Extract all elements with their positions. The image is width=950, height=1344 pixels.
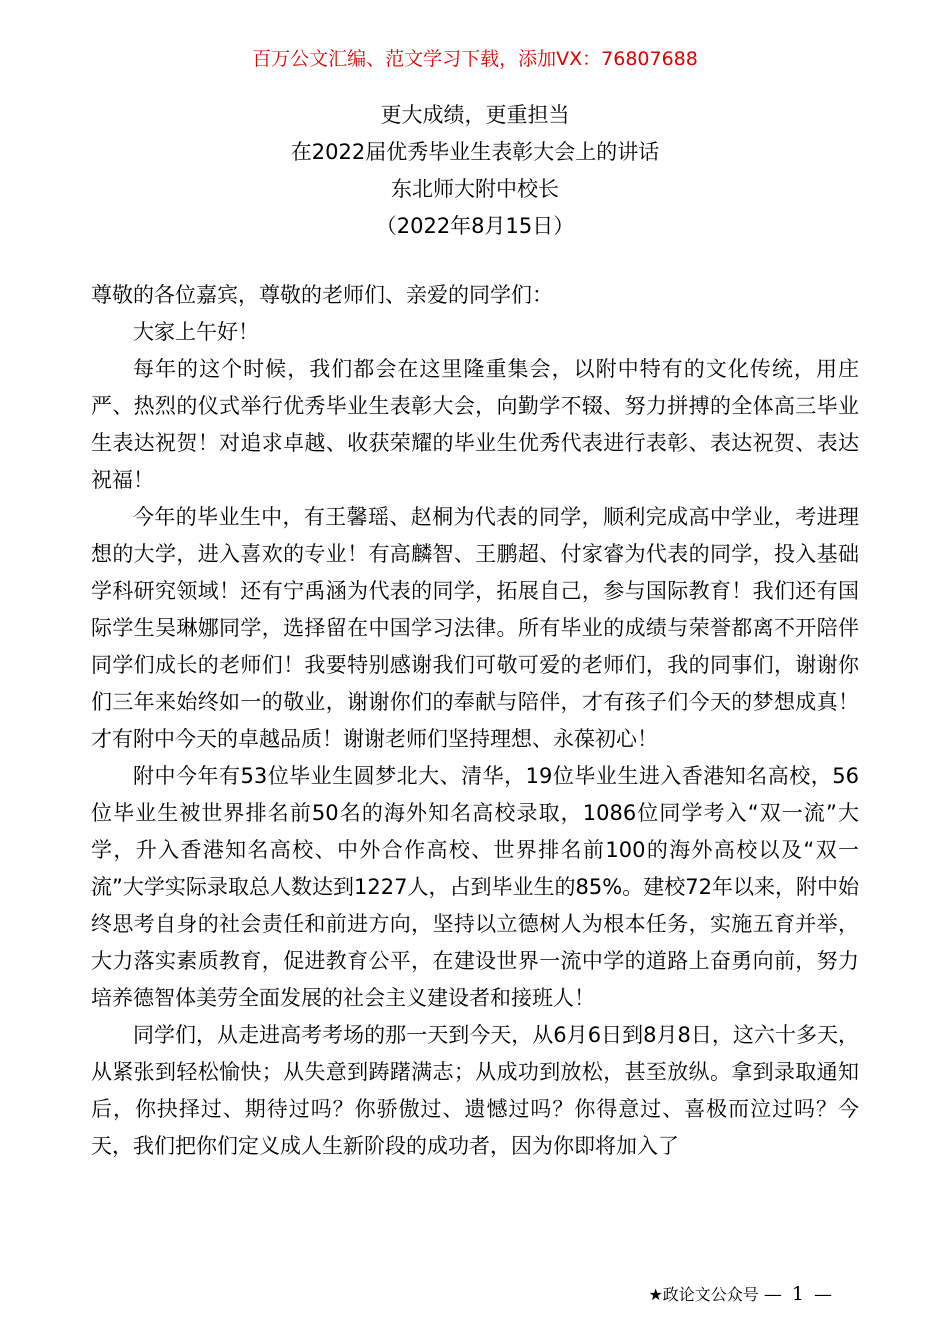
footer-dash-left: — <box>763 1284 782 1305</box>
speech-body <box>91 277 859 1165</box>
download-banner: 百万公文汇编、范文学习下载，添加VX：76807688 <box>252 48 698 70</box>
page-footer <box>648 1282 832 1307</box>
speaker-line: 东北师大附中校长 <box>391 177 559 201</box>
speech-date: （2022年8月15日） <box>375 214 575 238</box>
footer-source: ★政论文公众号 <box>648 1285 759 1304</box>
footer-dash-right: — <box>814 1284 832 1305</box>
body-paragraph: 附中今年有53位毕业生圆梦北大、清华，19位毕业生进入香港知名高校，56位毕业生被世界排名前50名的海外知名高校录取，1086位同学考入“双一流”大学，升入香港知名高校、中外合作高校、世界排名前100的海外高校以及“双一流”大学实际录取总人数达到1227人，占到毕业生的85%。建校72年以来，附中始终思考自身的社会责任和前进方向，坚持以立德树人为根本任务，实施五育并举，大力落实素质教育，促进教育公平，在建设世界一流中学的道路上奋勇向前，努力培养德智体美劳全面发展的社会主义建设者和接班人！ <box>91 764 859 1010</box>
body-paragraph: 每年的这个时候，我们都会在这里隆重集会，以附中特有的文化传统，用庄严、热烈的仪式举行优秀毕业生表彰大会，向勤学不辍、努力拼搏的全体高三毕业生表达祝贺！对追求卓越、收获荣耀的毕业生优秀代表进行表彰、表达祝贺、表达祝福！ <box>91 357 859 492</box>
body-paragraph: 同学们，从走进高考考场的那一天到今天，从6月6日到8月8日，这六十多天，从紧张到轻松愉快；从失意到踌躇满志；从成功到放松，甚至放纵。拿到录取通知后，你抉择过、期待过吗？你骄傲过、遗憾过吗？你得意过、喜极而泣过吗？今天，我们把你们定义成人生新阶段的成功者，因为你即将加入了 <box>91 1023 859 1158</box>
speech-subtitle: 在2022届优秀毕业生表彰大会上的讲话 <box>290 140 660 164</box>
main-title: 更大成绩，更重担当 <box>380 103 570 127</box>
body-paragraph: 今年的毕业生中，有王馨瑶、赵桐为代表的同学，顺利完成高中学业，考进理想的大学，进入喜欢的专业！有高麟智、王鹏超、付家睿为代表的同学，投入基础学科研究领域！还有宁禹涵为代表的同学，拓展自己，参与国际教育！我们还有国际学生吴琳娜同学，选择留在中国学习法律。所有毕业的成绩与荣誉都离不开陪伴同学们成长的老师们！我要特别感谢我们可敬可爱的老师们，我的同事们，谢谢你们三年来始终如一的敬业，谢谢你们的奉献与陪伴，才有孩子们今天的梦想成真！才有附中今天的卓越品质！谢谢老师们坚持理想、永葆初心！ <box>91 505 859 751</box>
greeting: 大家上午好！ <box>133 320 259 344</box>
page-number: 1 <box>791 1283 804 1305</box>
title-block <box>0 97 950 245</box>
salutation: 尊敬的各位嘉宾，尊敬的老师们、亲爱的同学们： <box>91 283 553 307</box>
